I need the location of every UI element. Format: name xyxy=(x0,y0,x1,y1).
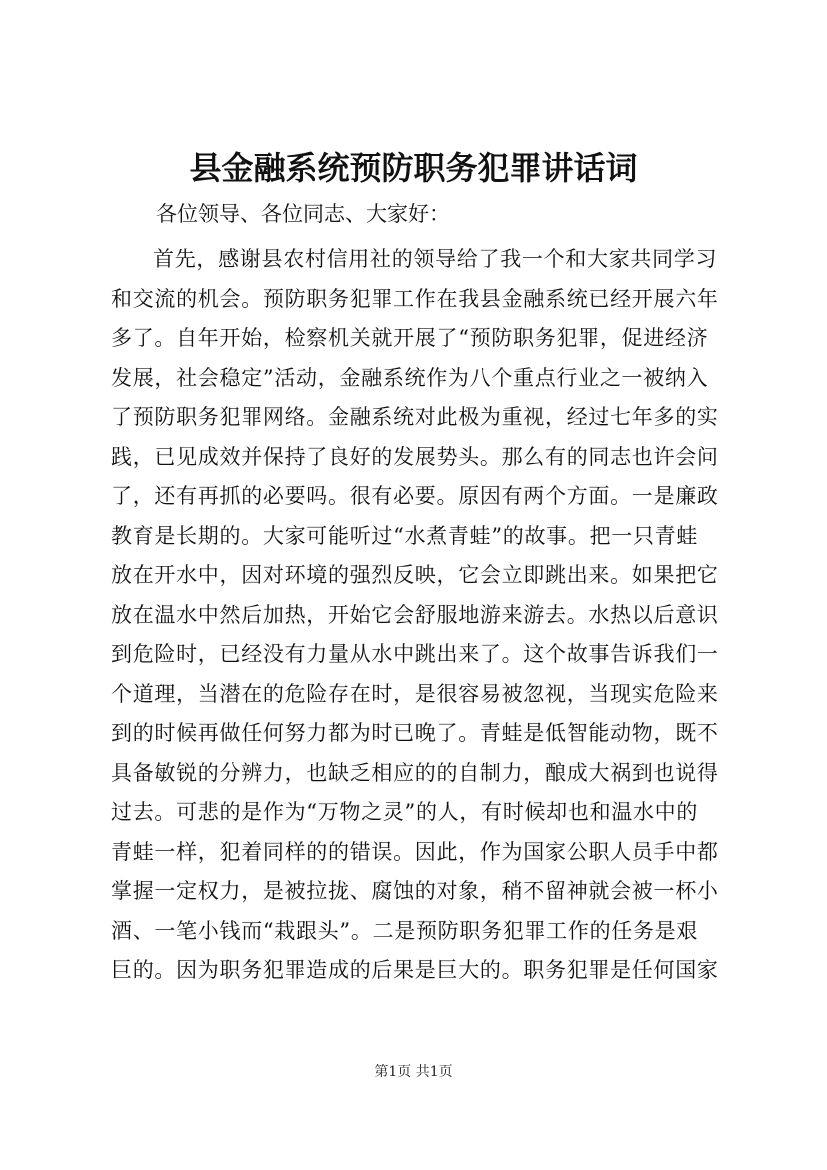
text-line: 酒、一笔小钱而“栽跟头”。二是预防职务犯罪工作的任务是艰 xyxy=(111,918,699,943)
text-line: 发展，社会稳定”活动，金融系统作为八个重点行业之一被纳入 xyxy=(111,365,709,390)
text-line: 教育是长期的。大家可能听过“水煮青蛙”的故事。把一只青蛙 xyxy=(111,523,699,548)
text-line: 到危险时，已经没有力量从水中跳出来了。这个故事告诉我们一 xyxy=(111,642,719,666)
text-line: 放在温水中然后加热，开始它会舒服地游来游去。水热以后意识 xyxy=(111,602,719,627)
document-title: 县金融系统预防职务犯罪讲话词 xyxy=(189,149,638,187)
text-line: 个道理，当潜在的危险存在时，是很容易被忽视，当现实危险来 xyxy=(111,681,719,706)
text-line: 和交流的机会。预防职务犯罪工作在我县金融系统已经开展六年 xyxy=(111,286,719,311)
page-footer: 第1页 共1页 xyxy=(374,1064,453,1080)
text-line: 到的时候再做任何努力都为时已晚了。青蛙是低智能动物，既不 xyxy=(111,721,719,745)
text-line: 了，还有再抓的必要吗。很有必要。原因有两个方面。一是廉政 xyxy=(111,484,719,508)
text-line: 巨的。因为职务犯罪造成的后果是巨大的。职务犯罪是任何国家 xyxy=(111,958,719,982)
text-line: 具备敏锐的分辨力，也缺乏相应的的自制力，酿成大祸到也说得 xyxy=(111,760,719,785)
text-line: 践，已见成效并保持了良好的发展势头。那么有的同志也许会问 xyxy=(111,444,719,469)
text-line: 首先，感谢县农村信用社的领导给了我一个和大家共同学习 xyxy=(153,247,718,271)
text-line: 放在开水中，因对环境的强烈反映，它会立即跳出来。如果把它 xyxy=(111,563,719,587)
salutation: 各位领导、各位同志、大家好： xyxy=(156,202,450,226)
text-line: 青蛙一样，犯着同样的的错误。因此，作为国家公职人员手中都 xyxy=(111,839,719,864)
text-line: 掌握一定权力，是被拉拢、腐蚀的对象，稍不留神就会被一杯小 xyxy=(111,879,719,903)
text-line: 了预防职务犯罪网络。金融系统对此极为重视，经过七年多的实 xyxy=(111,405,719,429)
text-line: 过去。可悲的是作为“万物之灵”的人，有时候却也和温水中的 xyxy=(111,800,699,824)
text-line: 多了。自年开始，检察机关就开展了“预防职务犯罪，促进经济 xyxy=(111,326,709,350)
body-paragraph xyxy=(111,240,723,991)
